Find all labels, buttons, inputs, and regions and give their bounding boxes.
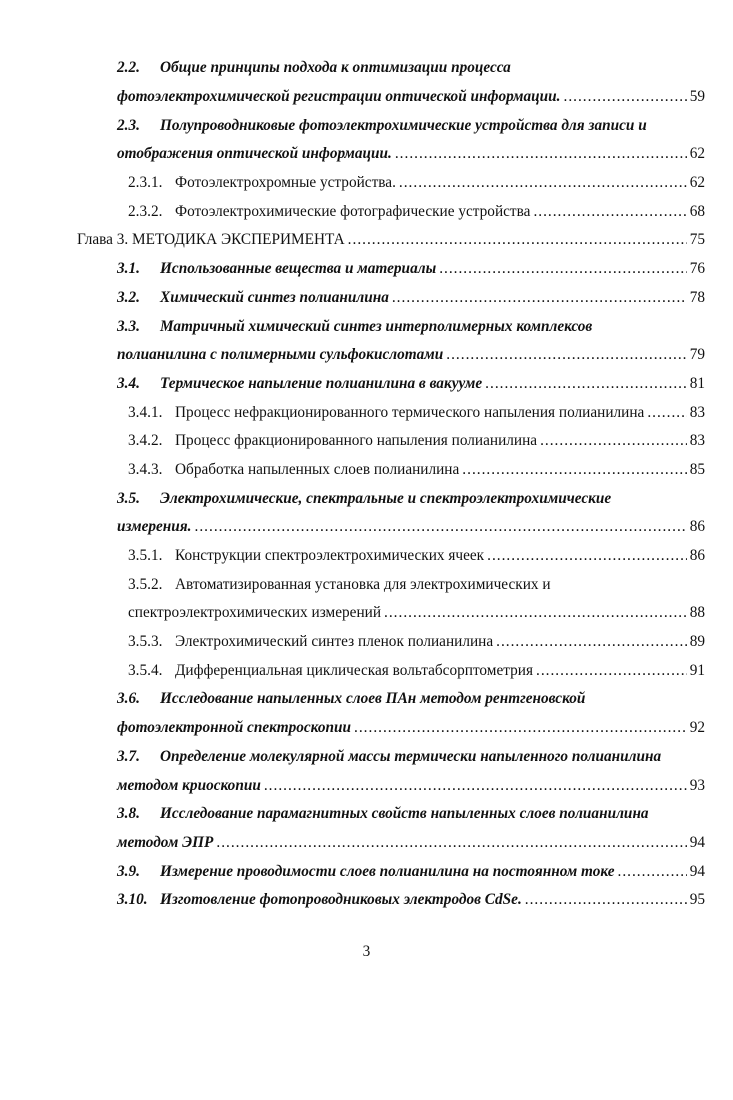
toc-entry[interactable]: [0, 656, 733, 685]
entry-page: 88: [689, 604, 705, 622]
entry-page: 62: [689, 174, 705, 192]
toc-entry-continuation[interactable]: [0, 771, 733, 800]
dot-leader: [384, 604, 687, 622]
entry-page: 79: [689, 346, 705, 364]
entry-title-continuation: фотоэлектронной спектроскопии: [117, 719, 352, 737]
toc-entry[interactable]: [0, 886, 733, 915]
entry-number: 3.4.: [117, 374, 140, 392]
entry-page: 81: [689, 374, 705, 392]
toc-entry[interactable]: [0, 456, 733, 485]
entry-number: 3.3.: [117, 317, 140, 335]
entry-title-continuation: отображения оптической информации.: [117, 145, 392, 163]
dot-leader: [485, 375, 687, 393]
toc-entry[interactable]: [0, 197, 733, 226]
entry-page: 62: [689, 145, 705, 163]
dot-leader: [487, 547, 687, 565]
entry-page: 75: [689, 231, 705, 249]
entry-page: 93: [689, 776, 705, 794]
entry-page: 86: [689, 547, 705, 565]
entry-number: 3.4.2.: [128, 432, 163, 450]
entry-title: Исследование парамагнитных свойств напыленных слоев полианилина: [160, 805, 649, 823]
entry-title: Химический синтез полианилина: [160, 288, 389, 306]
table-of-contents: [0, 54, 733, 915]
entry-title: Термическое напыление полианилина в вакууме: [160, 374, 483, 392]
dot-leader: [647, 404, 686, 422]
toc-entry[interactable]: [0, 628, 733, 657]
entry-title: Фотоэлектрохромные устройства.: [175, 174, 396, 192]
entry-page: 89: [689, 633, 705, 651]
entry-title: Исследование напыленных слоев ПАн методом рентгеновской: [160, 690, 586, 708]
entry-title: Электрохимические, спектральные и спектроэлектрохимические: [160, 489, 612, 507]
toc-entry[interactable]: [0, 226, 733, 255]
toc-entry-continuation[interactable]: [0, 599, 733, 628]
entry-page: 92: [689, 719, 705, 737]
toc-entry[interactable]: [0, 542, 733, 571]
entry-number: 2.3.2.: [128, 202, 163, 220]
entry-title: Дифференциальная циклическая вольтабсорптометрия: [175, 661, 533, 679]
entry-title: Процесс нефракционированного термического напыления полианилина: [175, 403, 645, 421]
entry-number: 3.5.2.: [128, 575, 163, 593]
entry-page: 94: [689, 833, 705, 851]
toc-entry[interactable]: [0, 54, 733, 83]
entry-title: Полупроводниковые фотоэлектрохимические устройства для записи и: [160, 116, 647, 134]
dot-leader: [395, 145, 687, 163]
entry-page: 68: [689, 202, 705, 220]
entry-title-continuation: измерения.: [117, 518, 192, 536]
entry-title: Изготовление фотопроводниковых электродов CdSe.: [160, 891, 522, 909]
entry-number: 3.1.: [117, 260, 140, 278]
dot-leader: [540, 432, 687, 450]
entry-number: 3.6.: [117, 690, 140, 708]
dot-leader: [264, 777, 687, 795]
entry-title: Общие принципы подхода к оптимизации процесса: [160, 59, 511, 77]
entry-number: 3.4.3.: [128, 460, 163, 478]
entry-title-continuation: спектроэлектрохимических измерений: [128, 604, 382, 622]
toc-entry[interactable]: [0, 111, 733, 140]
entry-number: 2.3.: [117, 116, 140, 134]
toc-entry-continuation[interactable]: [0, 140, 733, 169]
toc-entry[interactable]: [0, 398, 733, 427]
toc-entry[interactable]: [0, 370, 733, 399]
toc-entry[interactable]: [0, 800, 733, 829]
entry-page: 86: [689, 518, 705, 536]
entry-number: 3.5.3.: [128, 633, 163, 651]
dot-leader: [392, 289, 687, 307]
toc-entry-continuation[interactable]: [0, 83, 733, 112]
entry-title: Фотоэлектрохимические фотографические устройства: [175, 202, 531, 220]
dot-leader: [399, 174, 687, 192]
dot-leader: [462, 461, 686, 479]
entry-title: Электрохимический синтез пленок полианилина: [175, 633, 494, 651]
dot-leader: [496, 633, 687, 651]
entry-number: 3.10.: [117, 891, 148, 909]
entry-number: 3.5.1.: [128, 547, 163, 565]
entry-title-continuation: фотоэлектрохимической регистрации оптической информации.: [117, 88, 561, 106]
entry-page: 78: [689, 288, 705, 306]
entry-title: Конструкции спектроэлектрохимических ячеек: [175, 547, 485, 565]
entry-page: 94: [689, 862, 705, 880]
entry-page: 59: [689, 88, 705, 106]
entry-number: 3.2.: [117, 288, 140, 306]
toc-entry-continuation[interactable]: [0, 714, 733, 743]
entry-page: 83: [689, 403, 705, 421]
toc-entry[interactable]: [0, 169, 733, 198]
entry-title-continuation: методом криоскопии: [117, 776, 261, 794]
entry-title-continuation: методом ЭПР: [117, 833, 214, 851]
toc-entry[interactable]: [0, 857, 733, 886]
entry-number: 3.7.: [117, 747, 140, 765]
dot-leader: [439, 260, 687, 278]
dot-leader: [216, 834, 686, 852]
dot-leader: [536, 662, 687, 680]
dot-leader: [618, 863, 687, 881]
entry-title: Матричный химический синтез интерполимерных комплексов: [160, 317, 593, 335]
entry-number: 3.4.1.: [128, 403, 163, 421]
entry-page: 91: [689, 661, 705, 679]
dot-leader: [525, 891, 687, 909]
entry-title: Определение молекулярной массы термически напыленного полианилина: [160, 747, 662, 765]
entry-page: 85: [689, 460, 705, 478]
entry-page: 83: [689, 432, 705, 450]
toc-entry[interactable]: [0, 284, 733, 313]
dot-leader: [195, 518, 687, 536]
toc-entry-continuation[interactable]: [0, 829, 733, 858]
page-number: 3: [362, 943, 371, 960]
toc-entry[interactable]: [0, 570, 733, 599]
toc-entry-continuation[interactable]: [0, 341, 733, 370]
entry-number: 2.2.: [117, 59, 140, 77]
entry-title: Измерение проводимости слоев полианилина на постоянном токе: [160, 862, 615, 880]
dot-leader: [564, 88, 687, 106]
dot-leader: [446, 346, 686, 364]
dot-leader: [533, 203, 686, 221]
entry-title: Использованные вещества и материалы: [160, 260, 437, 278]
toc-entry[interactable]: [0, 743, 733, 772]
entry-title: Автоматизированная установка для электрохимических и: [175, 575, 551, 593]
entry-number: 3.9.: [117, 862, 140, 880]
entry-title: Глава 3. МЕТОДИКА ЭКСПЕРИМЕНТА: [77, 231, 345, 249]
dot-leader: [354, 719, 687, 737]
dot-leader: [348, 231, 687, 249]
toc-entry[interactable]: [0, 312, 733, 341]
toc-entry[interactable]: [0, 685, 733, 714]
entry-title: Обработка напыленных слоев полианилина: [175, 460, 460, 478]
toc-entry[interactable]: [0, 484, 733, 513]
toc-entry[interactable]: [0, 255, 733, 284]
entry-number: 3.5.4.: [128, 661, 163, 679]
entry-number: 3.8.: [117, 805, 140, 823]
entry-page: 95: [689, 891, 705, 909]
entry-number: 2.3.1.: [128, 174, 163, 192]
entry-title-continuation: полианилина с полимерными сульфокислотами: [117, 346, 444, 364]
entry-page: 76: [689, 260, 705, 278]
entry-number: 3.5.: [117, 489, 140, 507]
toc-entry-continuation[interactable]: [0, 513, 733, 542]
entry-title: Процесс фракционированного напыления полианилина: [175, 432, 538, 450]
toc-entry[interactable]: [0, 427, 733, 456]
